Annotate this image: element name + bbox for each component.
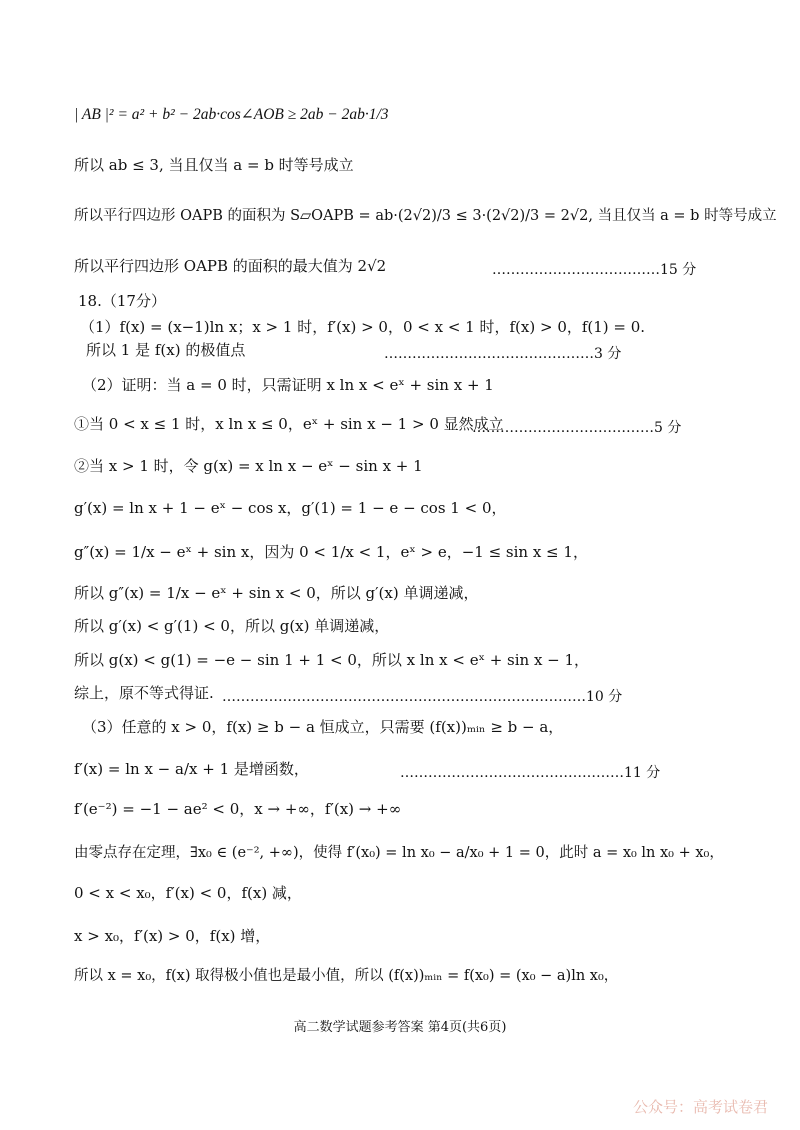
watermark: 公众号：高考试卷君 (632, 1098, 768, 1116)
answer-line: 0 < x < x₀，f′(x) < 0，f(x) 减， (74, 884, 302, 902)
answer-line: 所以 1 是 f(x) 的极值点 (86, 341, 246, 359)
answer-line: | AB |² = a² + b² − 2ab·cos∠AOB ≥ 2ab − 2ab·1/3 (74, 106, 389, 123)
score-marker: ………………………………………3 分 (384, 346, 622, 362)
score-marker: ………………………………15 分 (492, 262, 697, 278)
answer-line: 所以 x = x₀，f(x) 取得极小值也是最小值，所以 (f(x))ₘᵢₙ = f(x₀) = (x₀ − a)ln x₀， (74, 968, 619, 984)
answer-line: ①当 0 < x ≤ 1 时，x ln x ≤ 0，eˣ + sin x − 1 > 0 显然成立 (74, 415, 504, 433)
answer-line: f′(x) = ln x − a/x + 1 是增函数， (74, 760, 309, 778)
score-marker: ……………………………………………………………………10 分 (222, 689, 623, 705)
score-marker: …………………………………………11 分 (400, 765, 661, 781)
answer-line: 所以平行四边形 OAPB 的面积为 S▱OAPB = ab·(2√2)/3 ≤ 3·(2√2)/3 = 2√2, 当且仅当 a = b 时等号成立 (74, 208, 777, 224)
answer-line: 所以 g″(x) = 1/x − eˣ + sin x < 0，所以 g′(x) 单调递减， (74, 584, 479, 602)
answer-line: 所以 g′(x) < g′(1) < 0，所以 g(x) 单调递减， (74, 617, 390, 635)
answer-line: g″(x) = 1/x − eˣ + sin x，因为 0 < 1/x < 1，eˣ > e，−1 ≤ sin x ≤ 1， (74, 543, 588, 561)
question-heading: 18.（17分） (78, 292, 166, 310)
answer-line: 所以 g(x) < g(1) = −e − sin 1 + 1 < 0，所以 x ln x < eˣ + sin x − 1， (74, 651, 590, 669)
answer-line: f′(e⁻²) = −1 − ae² < 0，x → +∞，f′(x) → +∞ (74, 800, 402, 818)
answer-line: 所以 ab ≤ 3, 当且仅当 a = b 时等号成立 (74, 156, 354, 174)
answer-line: （1）f(x) = (x−1)ln x；x > 1 时，f′(x) > 0，0 < x < 1 时，f(x) > 0，f(1) = 0. (80, 318, 646, 336)
answer-line: （2）证明：当 a = 0 时，只需证明 x ln x < eˣ + sin x + 1 (82, 376, 494, 394)
answer-line: x > x₀，f′(x) > 0，f(x) 增， (74, 927, 271, 945)
answer-line: （3）任意的 x > 0，f(x) ≥ b − a 恒成立，只需要 (f(x))ₘᵢₙ ≥ b − a， (82, 718, 564, 736)
answer-line: 由零点存在定理，∃x₀ ∈ (e⁻², +∞)，使得 f′(x₀) = ln x₀ − a/x₀ + 1 = 0，此时 a = x₀ ln x₀ + x₀， (74, 845, 724, 861)
page-footer: 高二数学试题参考答案 第4页(共6页) (293, 1020, 507, 1035)
answer-line: ②当 x > 1 时，令 g(x) = x ln x − eˣ − sin x + 1 (74, 457, 423, 475)
answer-line: 所以平行四边形 OAPB 的面积的最大值为 2√2 (74, 257, 387, 275)
score-marker: …………………………………5 分 (472, 420, 682, 436)
answer-line: 综上，原不等式得证. (74, 684, 214, 702)
answer-line: g′(x) = ln x + 1 − eˣ − cos x，g′(1) = 1 − e − cos 1 < 0， (74, 499, 507, 517)
